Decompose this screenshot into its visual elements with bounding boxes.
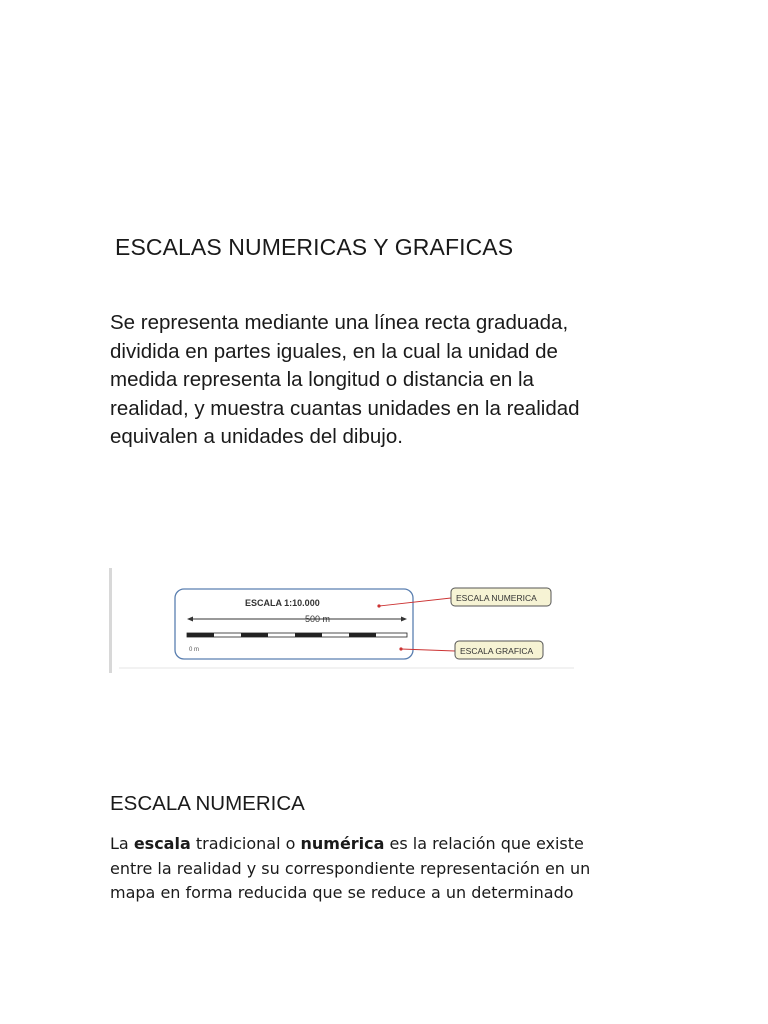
scale-segment (295, 633, 322, 637)
body-line: mapa en forma reducida que se reduce a un determinado (110, 883, 574, 902)
callout-bottom-label: ESCALA GRAFICA (460, 646, 534, 656)
arrow-left-icon (187, 617, 193, 622)
scale-segment (241, 633, 268, 637)
section-subtitle: ESCALA NUMERICA (110, 792, 305, 815)
leader-dot (399, 647, 402, 650)
body-text: tradicional o (190, 834, 301, 853)
intro-paragraph (110, 309, 670, 452)
body-paragraph (110, 832, 710, 906)
body-bold-term: numérica (300, 834, 385, 853)
scale-small-label: 0 m (189, 647, 200, 653)
body-line (110, 832, 710, 857)
intro-line: realidad, y muestra cuantas unidades en la realidad (110, 396, 580, 420)
callout-top-label: ESCALA NUMERICA (456, 593, 537, 603)
scale-diagram (109, 568, 579, 673)
arrow-right-icon (401, 617, 407, 622)
scale-segment (349, 633, 376, 637)
leader-dot (377, 604, 380, 607)
distance-label: 500 m (305, 614, 331, 624)
body-text: es la relación que existe (384, 834, 584, 853)
page-title: ESCALAS NUMERICAS Y GRAFICAS (115, 234, 514, 260)
body-bold-term: escala (133, 834, 191, 853)
leader-line-top (379, 598, 451, 606)
scale-segment (187, 633, 214, 637)
intro-line: medida representa la longitud o distancia en la (110, 368, 534, 391)
intro-line: equivalen a unidades del dibujo. (110, 425, 403, 448)
body-text: La (110, 834, 134, 853)
scale-figure (109, 568, 579, 673)
scan-edge (109, 568, 112, 673)
intro-line: Se representa mediante una línea recta graduada, (110, 311, 569, 334)
body-line: entre la realidad y su correspondiente representación en un (110, 858, 591, 878)
scale-box-label: ESCALA 1:10.000 (245, 598, 320, 608)
leader-line-bottom (401, 649, 455, 651)
intro-line: dividida en partes iguales, en la cual la unidad de (110, 339, 558, 363)
